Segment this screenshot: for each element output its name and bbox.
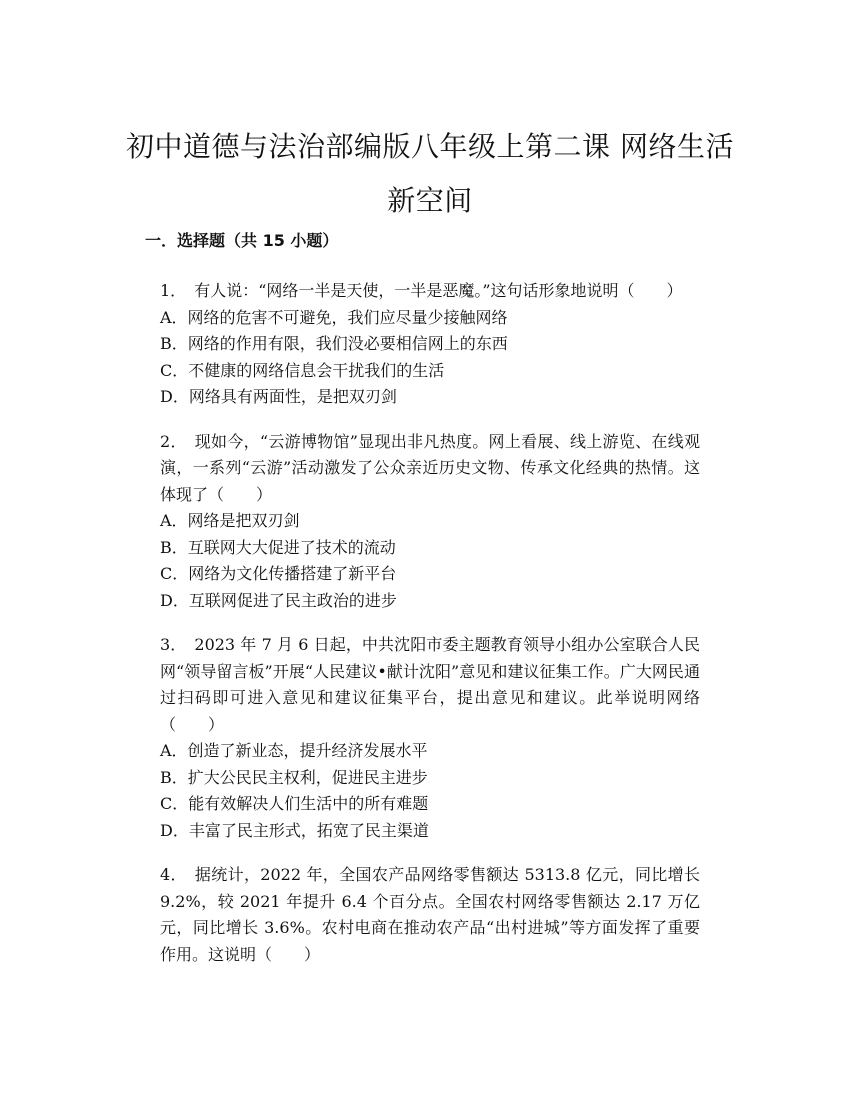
question-4 [160, 862, 700, 968]
option-c: C．网络为文化传播搭建了新平台 [160, 564, 397, 583]
question-stem [160, 632, 700, 738]
option-list [160, 738, 700, 844]
question-3 [160, 632, 700, 844]
option-c: C．能有效解决人们生活中的所有难题 [160, 794, 429, 813]
option-b: B．扩大公民民主权利，促进民主进步 [160, 767, 428, 787]
option-a: A．创造了新业态，提升经济发展水平 [160, 741, 428, 760]
option-d: D．互联网促进了民主政治的进步 [160, 590, 397, 610]
option-list [160, 305, 700, 411]
question-text: 有人说：“网络一半是天使，一半是恶魔。”这句话形象地说明（ ） [194, 281, 683, 300]
question-number: 4． [160, 865, 187, 884]
question-number: 1． [160, 281, 187, 300]
question-text: 2023 年 7 月 6 日起，中共沈阳市委主题教育领导小组办公室联合人民网“领导留言板”开展“人民建议•献计沈阳”意见和建议征集工作。广大网民通过扫码即可进入意见和建议征集平台，提出意见和建议。此举说明网络（ ） [160, 635, 700, 734]
question-text: 据统计，2022 年，全国农产品网络零售额达 5313.8 亿元，同比增长 9.2%，较 2021 年提升 6.4 个百分点。全国农村网络零售额达 2.17 万亿元，同比增长 3.6%。农村电商在推动农产品“出村进城”等方面发挥了重要作用。这说明（ ） [160, 865, 700, 964]
option-list [160, 508, 700, 614]
question-1 [160, 278, 700, 411]
option-d: D．网络具有两面性，是把双刃剑 [160, 387, 397, 406]
option-c: C．不健康的网络信息会干扰我们的生活 [160, 360, 445, 380]
question-number: 3． [160, 635, 187, 654]
question-stem [160, 278, 700, 305]
option-b: B．网络的作用有限，我们没必要相信网上的东西 [160, 334, 508, 353]
document-title: 初中道德与法治部编版八年级上第二课 网络生活新空间 [126, 130, 734, 217]
question-stem [160, 429, 700, 509]
option-d: D．丰富了民主形式，拓宽了民主渠道 [160, 820, 429, 840]
question-stem [160, 862, 700, 968]
question-list [160, 278, 700, 986]
section-heading: 一．选择题（共 15 小题） [145, 231, 339, 250]
question-text: 现如今，“云游博物馆”显现出非凡热度。网上看展、线上游览、在线观演，一系列“云游”活动激发了公众亲近历史文物、传承文化经典的热情。这体现了（ ） [160, 431, 700, 504]
option-a: A．网络的危害不可避免，我们应尽量少接触网络 [160, 307, 508, 327]
question-number: 2． [160, 431, 187, 451]
question-2 [160, 429, 700, 615]
option-a: A．网络是把双刃剑 [160, 511, 300, 530]
option-b: B．互联网大大促进了技术的流动 [160, 537, 396, 557]
